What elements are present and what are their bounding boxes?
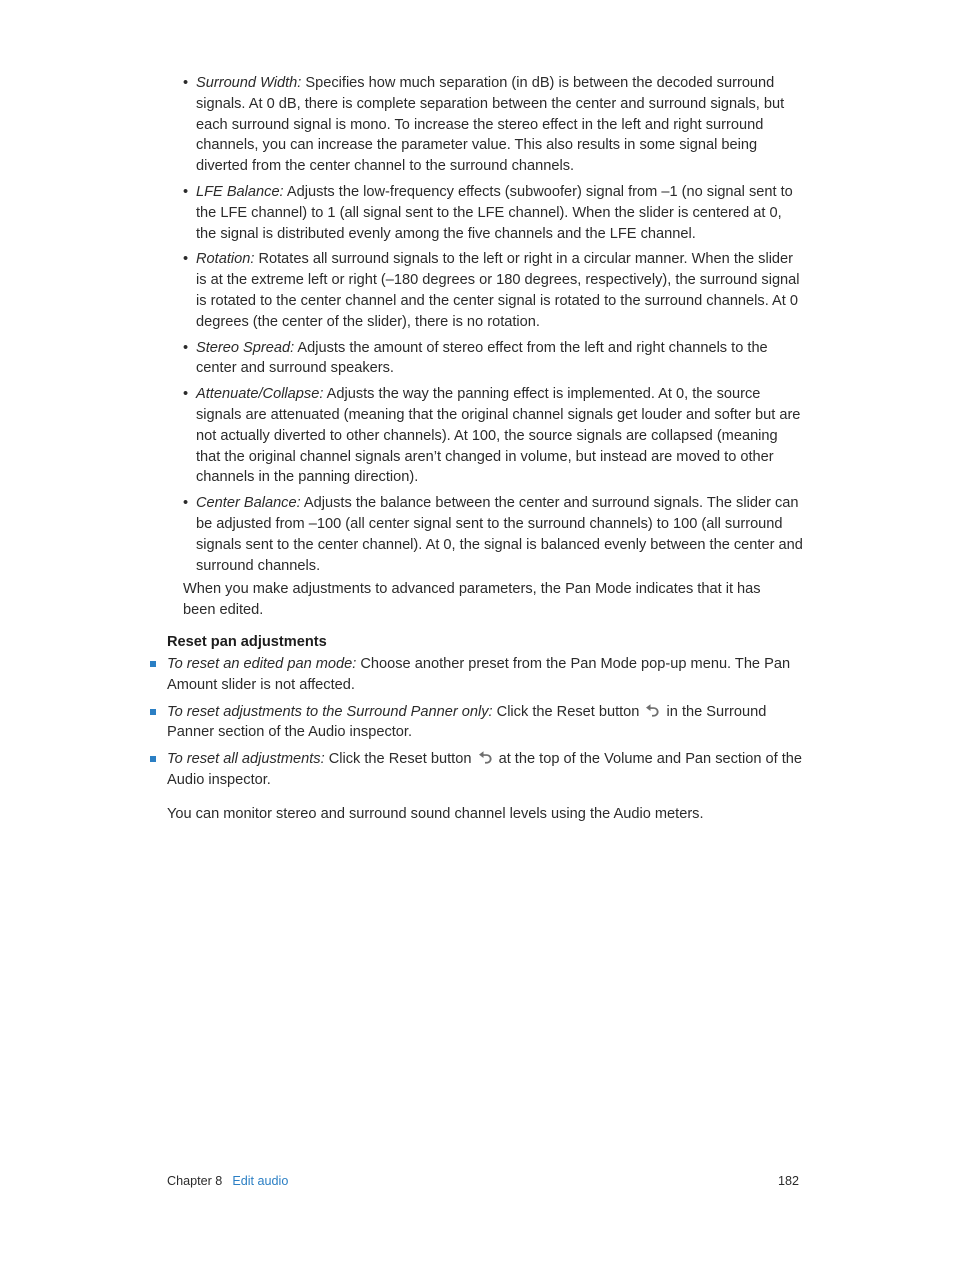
- parameter-description: Specifies how much separation (in dB) is between the decoded surround signals. At 0 dB, there is complete separation between the center and surround signals, but each surround signal is mono. To increase the stereo effect in the left and right surround channels, you can increase the parameter value. This also results in some signal being diverted from the center channel to the surround channels.: [196, 75, 785, 175]
- task-lead: To reset an edited pan mode:: [167, 656, 357, 672]
- square-bullet-icon: [150, 661, 156, 667]
- bullet-dot: •: [183, 386, 189, 403]
- list-item-surround-width: [183, 73, 803, 177]
- parameter-term: Stereo Spread:: [196, 339, 295, 356]
- task-description: Choose another preset from the Pan Mode pop-up menu. The Pan Amount slider is not affected.: [167, 656, 791, 693]
- task-description-before: Click the Reset button: [324, 751, 476, 768]
- list-item-center-balance: [183, 493, 803, 576]
- closing-paragraph: You can monitor stereo and surround sound channel levels using the Audio meters.: [167, 806, 704, 822]
- parameter-description: Rotates all surround signals to the left or right in a circular manner. When the slider is at the extreme left or right (–180 degrees or 180 degrees, respectively), the surround signal is rotated to the center channel and the center signal is rotated to the surround channels. At 0 degrees (the center of the slider), there is no rotation.: [196, 251, 800, 330]
- task-reset-surround-panner: [148, 702, 803, 744]
- footer-chapter: Chapter 8: [167, 1174, 223, 1188]
- reset-icon: [644, 703, 661, 717]
- parameter-description: Adjusts the way the panning effect is implemented. At 0, the source signals are attenuated (meaning that the original channel signals get louder and softer but are not actually diverted to other channels). At 100, the source signals are collapsed (meaning that the original channel signals aren’t changed in volume, but instead are moved to other channels in the panning direction).: [196, 386, 801, 486]
- list-item-stereo-spread: [183, 338, 803, 380]
- bullet-dot: •: [183, 75, 189, 91]
- reset-task-list: [148, 654, 803, 797]
- list-item-rotation: [183, 249, 803, 332]
- parameter-term: Surround Width:: [196, 75, 302, 91]
- task-lead: To reset adjustments to the Surround Panner only:: [167, 703, 493, 720]
- parameter-description: Adjusts the balance between the center and surround signals. The slider can be adjusted from –100 (all center signal sent to the surround channels) to 100 (all surround signals sent to the center channel). At 0, the signal is balanced evenly between the center and surround channels.: [196, 495, 803, 574]
- task-lead: To reset all adjustments:: [167, 751, 325, 768]
- page-number: 182: [777, 1174, 799, 1188]
- advanced-parameters-note: When you make adjustments to advanced parameters, the Pan Mode indicates that it has been edited.: [183, 581, 761, 618]
- task-reset-all-adjustments: [148, 749, 803, 791]
- list-item-attenuate-collapse: [183, 384, 803, 488]
- task-description-before: Click the Reset button: [492, 703, 644, 720]
- advanced-parameter-list: [183, 73, 803, 581]
- reset-icon: [477, 750, 494, 764]
- list-item-lfe-balance: [183, 182, 803, 244]
- bullet-dot: •: [183, 339, 189, 356]
- parameter-term: Center Balance:: [196, 495, 301, 512]
- square-bullet-icon: [150, 756, 156, 762]
- parameter-description: Adjusts the low-frequency effects (subwoofer) signal from –1 (no signal sent to the LFE channel) to 1 (all signal sent to the LFE channel). When the slider is centered at 0, the signal is distributed evenly among the five channels and the LFE channel.: [196, 183, 793, 242]
- parameter-description: Adjusts the amount of stereo effect from the left and right channels to the center and surround speakers.: [196, 339, 768, 377]
- bullet-dot: •: [183, 183, 189, 200]
- task-description-after: in the Surround Panner section of the Audio inspector.: [167, 703, 767, 741]
- page-footer: [167, 1172, 799, 1190]
- section-heading: Reset pan adjustments: [167, 634, 327, 650]
- parameter-term: Attenuate/Collapse:: [196, 386, 324, 403]
- task-reset-edited-pan-mode: [148, 654, 803, 696]
- task-description-after: at the top of the Volume and Pan section of the Audio inspector.: [167, 751, 803, 788]
- square-bullet-icon: [150, 709, 156, 715]
- bullet-dot: •: [183, 251, 189, 268]
- footer-chapter-link[interactable]: Edit audio: [232, 1174, 289, 1188]
- bullet-dot: •: [183, 495, 189, 512]
- parameter-term: Rotation:: [196, 251, 255, 268]
- parameter-term: LFE Balance:: [196, 183, 284, 200]
